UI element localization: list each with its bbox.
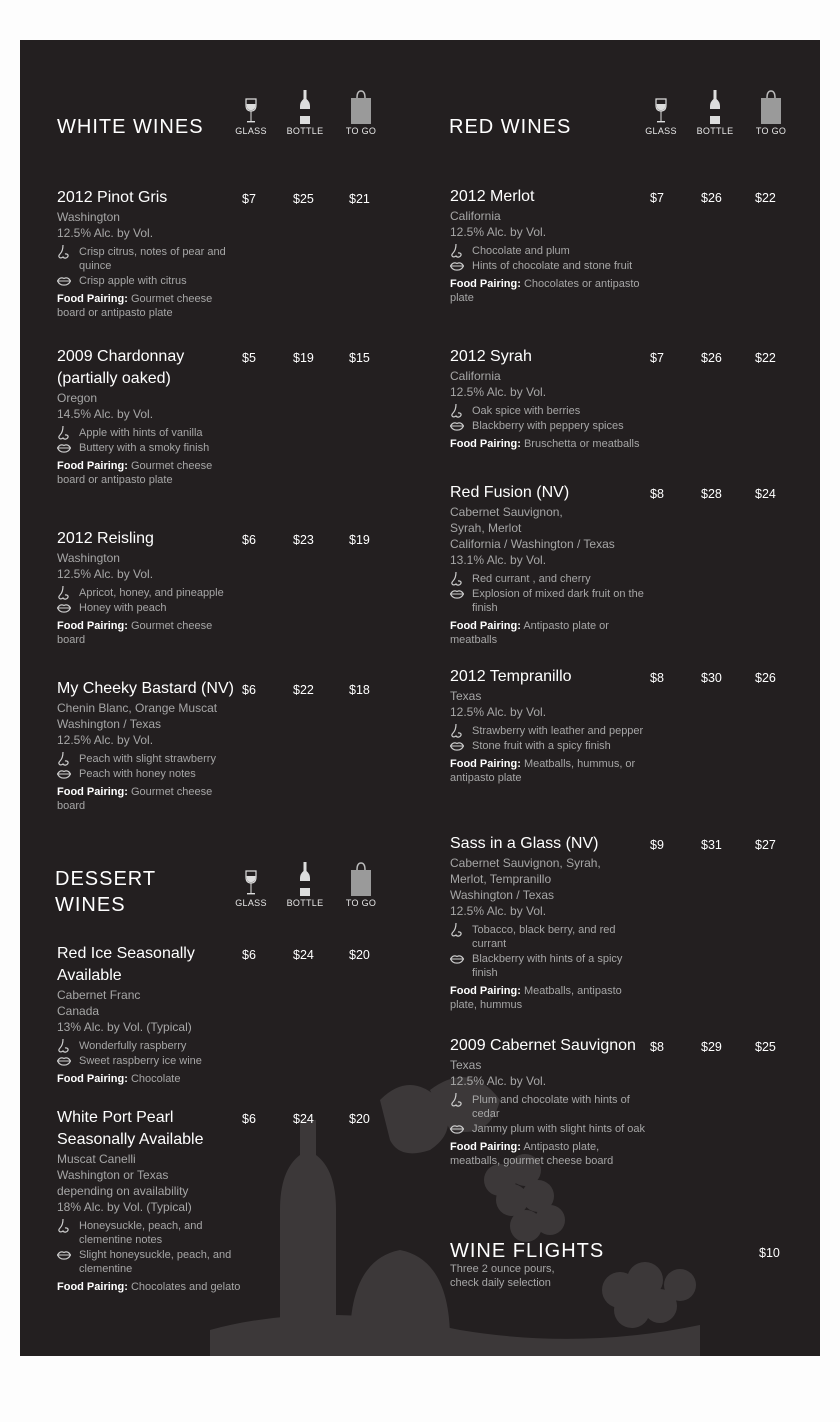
nose-icon bbox=[57, 586, 71, 600]
wine-detail-line: Oregon bbox=[57, 391, 98, 405]
wine-details bbox=[57, 187, 247, 320]
wine-details bbox=[57, 678, 247, 813]
wine-detail-line: Chenin Blanc, Orange Muscat bbox=[57, 701, 218, 715]
glass-column-label: GLASS bbox=[235, 898, 267, 908]
lips-icon bbox=[450, 952, 464, 966]
food-pairing-label: Food Pairing: bbox=[57, 620, 128, 632]
palate-text: Crisp apple with citrus bbox=[79, 275, 187, 287]
wine-details bbox=[450, 346, 650, 451]
wine-detail-line: 12.5% Alc. by Vol. bbox=[450, 705, 547, 719]
wine-details bbox=[450, 666, 650, 785]
wine-detail-line: California bbox=[450, 209, 501, 223]
name-spacer bbox=[57, 346, 247, 390]
food-pairing-label: Food Pairing: bbox=[450, 1141, 521, 1153]
wine-detail-line: Texas bbox=[450, 1058, 482, 1072]
lips-icon bbox=[450, 739, 464, 753]
to-go-price: $25 bbox=[755, 1040, 776, 1054]
palate-text: Blackberry with hints of a spicy finish bbox=[472, 953, 623, 979]
food-pairing bbox=[450, 619, 640, 647]
palate-note bbox=[450, 587, 650, 615]
name-spacer bbox=[450, 482, 650, 504]
wine-bottle-icon bbox=[280, 88, 330, 124]
glass-price: $6 bbox=[242, 948, 256, 962]
wine-detail-line: 14.5% Alc. by Vol. bbox=[57, 407, 154, 421]
wine-detail-line: Muscat Canelli bbox=[57, 1152, 136, 1166]
wine-detail-line: 12.5% Alc. by Vol. bbox=[450, 385, 547, 399]
glass-price: $9 bbox=[650, 838, 664, 852]
nose-icon bbox=[57, 1039, 71, 1053]
food-pairing-text: Chocolates or antipasto plate bbox=[450, 278, 640, 304]
glass-price: $7 bbox=[650, 351, 664, 365]
palate-note bbox=[450, 739, 650, 753]
wine-detail-line: Washington / Texas bbox=[450, 888, 555, 902]
wine-detail-line: 13% Alc. by Vol. (Typical) bbox=[57, 1020, 192, 1034]
food-pairing-text: Gourmet cheese board or antipasto plate bbox=[57, 460, 213, 486]
wine-detail-line: Cabernet Sauvignon, bbox=[450, 505, 563, 519]
glass-price: $6 bbox=[242, 1112, 256, 1126]
bottle-price: $24 bbox=[293, 948, 314, 962]
name-spacer bbox=[57, 528, 247, 550]
nose-note bbox=[450, 923, 650, 951]
lips-icon bbox=[450, 587, 464, 601]
food-pairing-text: Meatballs, antipasto plate, hummus bbox=[450, 985, 622, 1011]
food-pairing-text: Chocolates and gelato bbox=[127, 1281, 241, 1293]
food-pairing-text: Chocolate bbox=[127, 1073, 181, 1085]
to-go-column-label: TO GO bbox=[755, 126, 787, 136]
name-spacer bbox=[450, 1035, 650, 1057]
wine-glass-icon bbox=[226, 88, 276, 124]
wine-detail-line: Washington bbox=[57, 210, 120, 224]
lips-icon bbox=[57, 767, 71, 781]
palate-note bbox=[57, 767, 247, 781]
wine-details bbox=[450, 482, 650, 647]
nose-text: Red currant , and cherry bbox=[472, 573, 591, 585]
wine-flights-description: Three 2 ounce pours, check daily selection bbox=[450, 1263, 555, 1289]
food-pairing-label: Food Pairing: bbox=[450, 620, 521, 632]
nose-icon bbox=[57, 426, 71, 440]
wine-name: 2009 Cabernet Sauvignon bbox=[450, 1037, 636, 1054]
food-pairing bbox=[57, 459, 237, 487]
palate-text: Peach with honey notes bbox=[79, 768, 196, 780]
name-spacer bbox=[57, 1107, 277, 1151]
wine-details bbox=[57, 346, 247, 487]
lips-icon bbox=[57, 274, 71, 288]
dessert-wines-title: DESSERT WINES bbox=[55, 868, 156, 916]
food-pairing-label: Food Pairing: bbox=[450, 758, 521, 770]
wine-detail-line: 13.1% Alc. by Vol. bbox=[450, 553, 547, 567]
nose-icon bbox=[57, 752, 71, 766]
bottle-price: $25 bbox=[293, 192, 314, 206]
wine-detail-line: Texas bbox=[450, 689, 482, 703]
palate-note bbox=[450, 419, 650, 433]
nose-note bbox=[57, 1039, 277, 1053]
palate-note bbox=[57, 601, 247, 615]
nose-note bbox=[450, 244, 650, 258]
nose-text: Oak spice with berries bbox=[472, 405, 581, 417]
food-pairing-label: Food Pairing: bbox=[450, 438, 521, 450]
palate-text: Jammy plum with slight hints of oak bbox=[472, 1123, 646, 1135]
nose-icon bbox=[450, 724, 464, 738]
bottle-price: $29 bbox=[701, 1040, 722, 1054]
shopping-bag-icon bbox=[336, 860, 386, 896]
wine-detail-line: Cabernet Franc bbox=[57, 988, 141, 1002]
wine-name: 2012 Pinot Gris bbox=[57, 189, 168, 206]
to-go-price: $22 bbox=[755, 351, 776, 365]
palate-text: Stone fruit with a spicy finish bbox=[472, 740, 611, 752]
food-pairing bbox=[57, 292, 237, 320]
nose-note bbox=[57, 245, 247, 273]
palate-text: Hints of chocolate and stone fruit bbox=[472, 260, 633, 272]
lips-icon bbox=[450, 259, 464, 273]
nose-icon bbox=[450, 244, 464, 258]
glass-column-label: GLASS bbox=[235, 126, 267, 136]
food-pairing-label: Food Pairing: bbox=[57, 1073, 128, 1085]
bottle-price: $19 bbox=[293, 351, 314, 365]
wine-name: 2012 Reisling bbox=[57, 530, 154, 547]
glass-price: $5 bbox=[242, 351, 256, 365]
wine-detail-line: 12.5% Alc. by Vol. bbox=[57, 226, 154, 240]
food-pairing-text: Bruschetta or meatballs bbox=[520, 438, 640, 450]
food-pairing bbox=[450, 1140, 640, 1168]
wine-detail-line: Washington / Texas bbox=[57, 717, 162, 731]
name-spacer bbox=[450, 186, 650, 208]
glass-price: $8 bbox=[650, 1040, 664, 1054]
name-spacer bbox=[450, 346, 650, 368]
palate-text: Honey with peach bbox=[79, 602, 167, 614]
palate-note bbox=[57, 1248, 277, 1276]
bottle-price: $28 bbox=[701, 487, 722, 501]
nose-text: Tobacco, black berry, and red currant bbox=[472, 924, 616, 950]
nose-note bbox=[57, 586, 247, 600]
to-go-price: $27 bbox=[755, 838, 776, 852]
bottle-price: $31 bbox=[701, 838, 722, 852]
wine-detail-line: Canada bbox=[57, 1004, 100, 1018]
nose-text: Strawberry with leather and pepper bbox=[472, 725, 644, 737]
to-go-price: $15 bbox=[349, 351, 370, 365]
wine-details bbox=[57, 1107, 277, 1294]
wine-details bbox=[450, 833, 650, 1012]
nose-icon bbox=[57, 245, 71, 259]
to-go-price: $18 bbox=[349, 683, 370, 697]
wine-name: My Cheeky Bastard (NV) bbox=[57, 680, 234, 697]
palate-note bbox=[450, 259, 650, 273]
to-go-price: $21 bbox=[349, 192, 370, 206]
red-wines-title: RED WINES bbox=[449, 116, 572, 138]
lips-icon bbox=[57, 441, 71, 455]
wine-detail-line: 12.5% Alc. by Vol. bbox=[450, 904, 547, 918]
name-spacer bbox=[450, 833, 650, 855]
white-wines-title: WHITE WINES bbox=[57, 116, 204, 138]
nose-text: Apple with hints of vanilla bbox=[79, 427, 203, 439]
bottle-price: $26 bbox=[701, 191, 722, 205]
nose-text: Apricot, honey, and pineapple bbox=[79, 587, 224, 599]
palate-text: Blackberry with peppery spices bbox=[472, 420, 624, 432]
nose-note bbox=[57, 1219, 277, 1247]
food-pairing-text: Gourmet cheese board bbox=[57, 620, 213, 646]
wine-detail-line: Syrah, Merlot bbox=[450, 521, 522, 535]
nose-note bbox=[450, 404, 650, 418]
glass-price: $8 bbox=[650, 671, 664, 685]
palate-text: Buttery with a smoky finish bbox=[79, 442, 210, 454]
to-go-price: $20 bbox=[349, 948, 370, 962]
food-pairing-text: Antipasto plate, meatballs, gourmet cheese board bbox=[450, 1141, 614, 1167]
food-pairing bbox=[57, 785, 237, 813]
to-go-price: $19 bbox=[349, 533, 370, 547]
food-pairing bbox=[57, 1280, 267, 1294]
wine-detail-line: 18% Alc. by Vol. (Typical) bbox=[57, 1200, 192, 1214]
wine-details bbox=[57, 943, 277, 1086]
name-spacer bbox=[57, 943, 277, 987]
nose-note bbox=[450, 572, 650, 586]
bottle-column-label: BOTTLE bbox=[286, 898, 324, 908]
nose-text: Crisp citrus, notes of pear and quince bbox=[79, 246, 226, 272]
wine-detail-line: California / Washington / Texas bbox=[450, 537, 615, 551]
to-go-price: $20 bbox=[349, 1112, 370, 1126]
bottle-price: $22 bbox=[293, 683, 314, 697]
nose-note bbox=[57, 426, 247, 440]
bottle-price: $26 bbox=[701, 351, 722, 365]
to-go-price: $26 bbox=[755, 671, 776, 685]
wine-name: 2009 Chardonnay (partially oaked) bbox=[57, 348, 185, 387]
glass-price: $7 bbox=[242, 192, 256, 206]
bottle-price: $30 bbox=[701, 671, 722, 685]
palate-note bbox=[57, 1054, 277, 1068]
wine-details bbox=[57, 528, 247, 647]
glass-price: $8 bbox=[650, 487, 664, 501]
food-pairing-label: Food Pairing: bbox=[57, 786, 128, 798]
wine-details bbox=[450, 1035, 650, 1168]
food-pairing-text: Meatballs, hummus, or antipasto plate bbox=[450, 758, 636, 784]
palate-text: Explosion of mixed dark fruit on the finish bbox=[472, 588, 644, 614]
nose-icon bbox=[450, 923, 464, 937]
food-pairing bbox=[57, 619, 237, 647]
glass-price: $6 bbox=[242, 683, 256, 697]
wine-name: 2012 Tempranillo bbox=[450, 668, 572, 685]
name-spacer bbox=[57, 187, 247, 209]
to-go-column-label: TO GO bbox=[345, 126, 377, 136]
wine-glass-icon bbox=[226, 860, 276, 896]
palate-note bbox=[450, 952, 650, 980]
to-go-column-label: TO GO bbox=[345, 898, 377, 908]
food-pairing-text: Antipasto plate or meatballs bbox=[450, 620, 609, 646]
nose-icon bbox=[450, 404, 464, 418]
to-go-price: $24 bbox=[755, 487, 776, 501]
wine-glass-icon bbox=[636, 88, 686, 124]
wine-detail-line: 12.5% Alc. by Vol. bbox=[57, 567, 154, 581]
palate-note bbox=[57, 274, 247, 288]
wine-name: White Port Pearl Seasonally Available bbox=[57, 1109, 204, 1148]
wine-flights-title: WINE FLIGHTS bbox=[450, 1240, 605, 1262]
wine-menu bbox=[20, 40, 820, 1356]
wine-detail-line: 12.5% Alc. by Vol. bbox=[450, 225, 547, 239]
shopping-bag-icon bbox=[336, 88, 386, 124]
palate-text: Sweet raspberry ice wine bbox=[79, 1055, 202, 1067]
food-pairing bbox=[57, 1072, 267, 1086]
wine-detail-line: Merlot, Tempranillo bbox=[450, 872, 552, 886]
food-pairing bbox=[450, 277, 640, 305]
wine-name: 2012 Syrah bbox=[450, 348, 532, 365]
nose-icon bbox=[450, 572, 464, 586]
wine-detail-line: Cabernet Sauvignon, Syrah, bbox=[450, 856, 601, 870]
wine-flights-price: $10 bbox=[759, 1246, 780, 1260]
food-pairing-label: Food Pairing: bbox=[57, 460, 128, 472]
wine-name: 2012 Merlot bbox=[450, 188, 535, 205]
glass-column-label: GLASS bbox=[645, 126, 677, 136]
wine-detail-line: depending on availability bbox=[57, 1184, 189, 1198]
shopping-bag-icon bbox=[746, 88, 796, 124]
nose-text: Honeysuckle, peach, and clementine notes bbox=[79, 1220, 203, 1246]
lips-icon bbox=[57, 1248, 71, 1262]
name-spacer bbox=[57, 678, 247, 700]
name-spacer bbox=[450, 666, 650, 688]
palate-text: Slight honeysuckle, peach, and clementine bbox=[79, 1249, 232, 1275]
lips-icon bbox=[450, 419, 464, 433]
glass-price: $7 bbox=[650, 191, 664, 205]
bottle-column-label: BOTTLE bbox=[696, 126, 734, 136]
wine-details bbox=[450, 186, 650, 305]
palate-note bbox=[57, 441, 247, 455]
food-pairing-text: Gourmet cheese board bbox=[57, 786, 213, 812]
nose-text: Wonderfully raspberry bbox=[79, 1040, 187, 1052]
bottle-price: $24 bbox=[293, 1112, 314, 1126]
wine-bottle-icon bbox=[690, 88, 740, 124]
food-pairing bbox=[450, 757, 640, 785]
nose-text: Peach with slight strawberry bbox=[79, 753, 216, 765]
lips-icon bbox=[450, 1122, 464, 1136]
nose-icon bbox=[450, 1093, 464, 1107]
wine-detail-line: 12.5% Alc. by Vol. bbox=[57, 733, 154, 747]
nose-icon bbox=[57, 1219, 71, 1233]
food-pairing-label: Food Pairing: bbox=[57, 1281, 128, 1293]
bottle-price: $23 bbox=[293, 533, 314, 547]
food-pairing-text: Gourmet cheese board or antipasto plate bbox=[57, 293, 213, 319]
food-pairing bbox=[450, 984, 640, 1012]
wine-name: Red Fusion (NV) bbox=[450, 484, 570, 501]
food-pairing-label: Food Pairing: bbox=[450, 985, 521, 997]
wine-name: Sass in a Glass (NV) bbox=[450, 835, 599, 852]
nose-note bbox=[57, 752, 247, 766]
food-pairing-label: Food Pairing: bbox=[57, 293, 128, 305]
food-pairing bbox=[450, 437, 640, 451]
nose-note bbox=[450, 1093, 650, 1121]
nose-text: Chocolate and plum bbox=[472, 245, 570, 257]
wine-detail-line: 12.5% Alc. by Vol. bbox=[450, 1074, 547, 1088]
wine-detail-line: California bbox=[450, 369, 501, 383]
to-go-price: $22 bbox=[755, 191, 776, 205]
bottle-column-label: BOTTLE bbox=[286, 126, 324, 136]
food-pairing-label: Food Pairing: bbox=[450, 278, 521, 290]
wine-name: Red Ice Seasonally Available bbox=[57, 945, 195, 984]
wine-detail-line: Washington or Texas bbox=[57, 1168, 169, 1182]
palate-note bbox=[450, 1122, 650, 1136]
nose-note bbox=[450, 724, 650, 738]
wine-bottle-icon bbox=[280, 860, 330, 896]
nose-text: Plum and chocolate with hints of cedar bbox=[472, 1094, 630, 1120]
glass-price: $6 bbox=[242, 533, 256, 547]
wine-detail-line: Washington bbox=[57, 551, 120, 565]
lips-icon bbox=[57, 601, 71, 615]
lips-icon bbox=[57, 1054, 71, 1068]
